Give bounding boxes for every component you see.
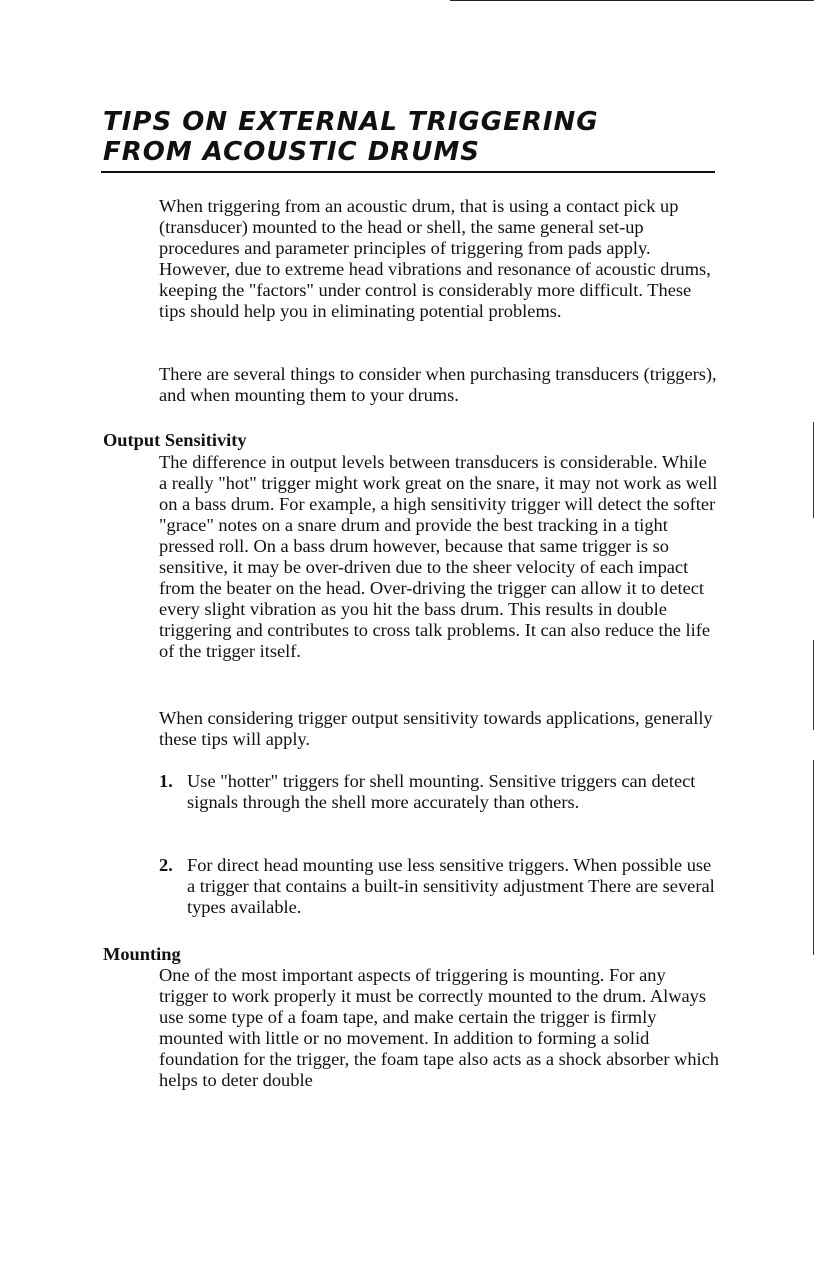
page-title-line-1: TIPS ON EXTERNAL TRIGGERING bbox=[103, 107, 599, 137]
section-heading-mounting: Mounting bbox=[103, 944, 181, 964]
page-title-line-2: FROM ACOUSTIC DRUMS bbox=[103, 137, 481, 167]
page-title bbox=[103, 107, 715, 167]
list-item-text: Use "hotter" triggers for shell mounting. Sensitive triggers can detect signals through the shell more accurately than others. bbox=[187, 771, 696, 812]
output-sensitivity-paragraph-1: The difference in output levels between transducers is considerable. While a really "hot" trigger might work great on the snare, it may not work as well on a bass drum. For example, a high sensitivity trigger will detect the softer "grace" notes on a snare drum and provide the best tracking in a tight pressed roll. On a bass drum however, because that same trigger is so sensitive, it may be over-driven due to the sheer velocity of each impact from the beater on the head. Over-driving the trigger can allow it to detect every slight vibration as you hit the bass drum. This results in double triggering and contributes to cross talk problems. It can also reduce the life of the trigger itself. bbox=[159, 452, 718, 661]
list-item-text: For direct head mounting use less sensitive triggers. When possible use a trigger that contains a built-in sensitivity adjustment There are several types available. bbox=[187, 855, 715, 917]
intro-paragraph-1: When triggering from an acoustic drum, that is using a contact pick up (transducer) mounted to the head or shell, the same general set-up procedures and parameter principles of triggering from pads apply. However, due to extreme head vibrations and resonance of acoustic drums, keeping the "factors" under control is considerably more difficult. These tips should help you in eliminating potential problems. bbox=[159, 196, 711, 321]
mounting-paragraph-1: One of the most important aspects of triggering is mounting. For any trigger to work properly it must be correctly mounted to the drum. Always use some type of a foam tape, and make certain the trigger is firmly mounted with little or no movement. In addition to forming a solid foundation for the trigger, the foam tape also acts as a shock absorber which helps to deter double bbox=[159, 965, 719, 1090]
list-item bbox=[159, 771, 719, 813]
top-edge-rule bbox=[450, 0, 814, 1]
title-underline bbox=[101, 171, 715, 173]
list-item-number: 1. bbox=[159, 771, 173, 791]
list-item bbox=[159, 855, 719, 918]
intro-paragraph-2: There are several things to consider when purchasing transducers (triggers), and when mounting them to your drums. bbox=[159, 364, 717, 405]
section-heading-output-sensitivity: Output Sensitivity bbox=[103, 430, 247, 450]
output-sensitivity-paragraph-2: When considering trigger output sensitivity towards applications, generally these tips will apply. bbox=[159, 708, 713, 749]
list-item-number: 2. bbox=[159, 855, 173, 875]
